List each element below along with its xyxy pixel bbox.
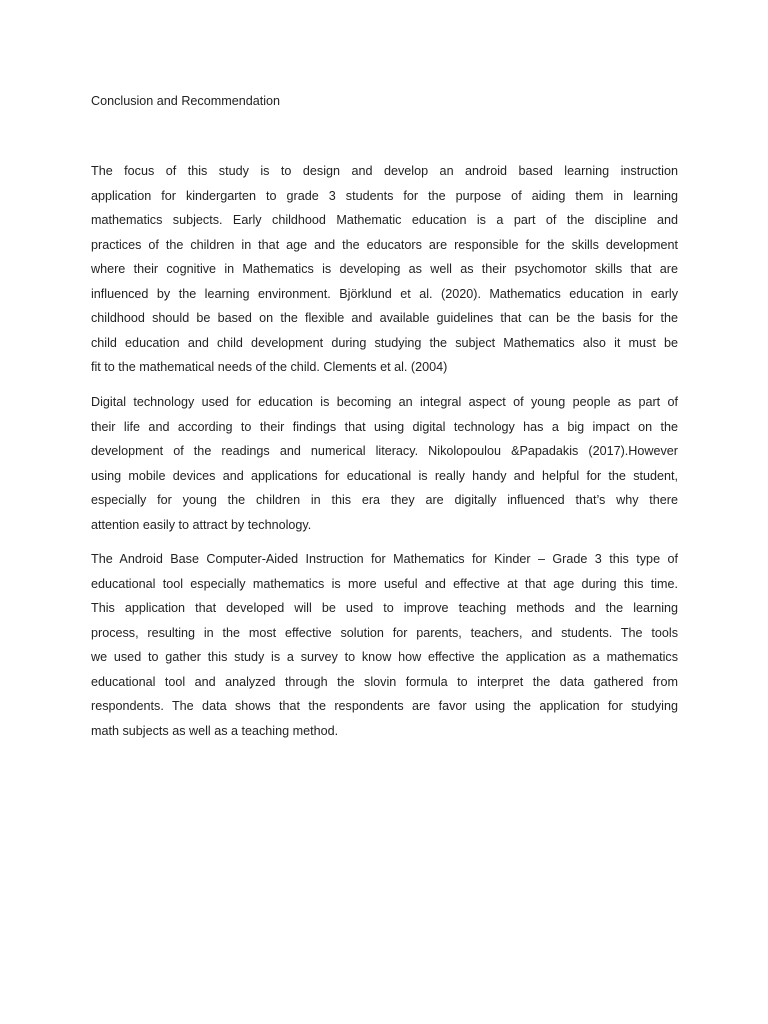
text-line: where their cognitive in Mathematics is developing as well as their psychomotor skills that are [91,262,678,276]
text-line: we used to gather this study is a survey to know how effective the application as a mathematics [91,650,678,664]
text-line: their life and according to their findings that using digital technology has a big impact on the [91,419,678,434]
text-line: development of the readings and numerical literacy. Nikolopoulou &Papadakis (2017).However [91,444,678,458]
paragraph-android-application [91,547,678,743]
text-line: using mobile devices and applications for educational is really handy and helpful for the student, [91,468,678,483]
text-line: process, resulting in the most effective solution for parents, teachers, and students. The tools [91,625,678,640]
text-line: practices of the children in that age and the educators are responsible for the skills development [91,237,678,252]
paragraph-digital-technology [91,390,678,537]
text-line: Digital technology used for education is becoming an integral aspect of young people as part of [91,395,678,409]
text-line: The Android Base Computer-Aided Instruction for Mathematics for Kinder – Grade 3 this type of [91,552,678,566]
text-line: math subjects as well as a teaching method. [91,723,339,738]
text-line: The focus of this study is to design and develop an android based learning instruction [91,164,678,178]
text-line: attention easily to attract by technology. [91,517,312,532]
text-line: mathematics subjects. Early childhood Mathematic education is a part of the discipline and [91,213,678,227]
text-line: child education and child development during studying the subject Mathematics also it must be [91,335,678,350]
paragraph-conclusion [91,159,678,380]
text-line: respondents. The data shows that the respondents are favor using the application for studying [91,699,678,713]
text-line: influenced by the learning environment. Björklund et al. (2020). Mathematics education in early [91,286,678,301]
document-heading: Conclusion and Recommendation [91,94,281,108]
text-line: educational tool especially mathematics is more useful and effective at that age during this time. [91,576,678,591]
text-line: application for kindergarten to grade 3 students for the purpose of aiding them in learning [91,188,678,203]
text-line: childhood should be based on the flexible and available guidelines that can be the basis for the [91,311,678,325]
text-line: educational tool and analyzed through the slovin formula to interpret the data gathered from [91,674,678,689]
text-line: This application that developed will be used to improve teaching methods and the learning [91,601,678,615]
text-line: fit to the mathematical needs of the child. Clements et al. (2004) [91,360,448,374]
text-line: especially for young the children in this era they are digitally influenced that’s why there [91,493,678,507]
